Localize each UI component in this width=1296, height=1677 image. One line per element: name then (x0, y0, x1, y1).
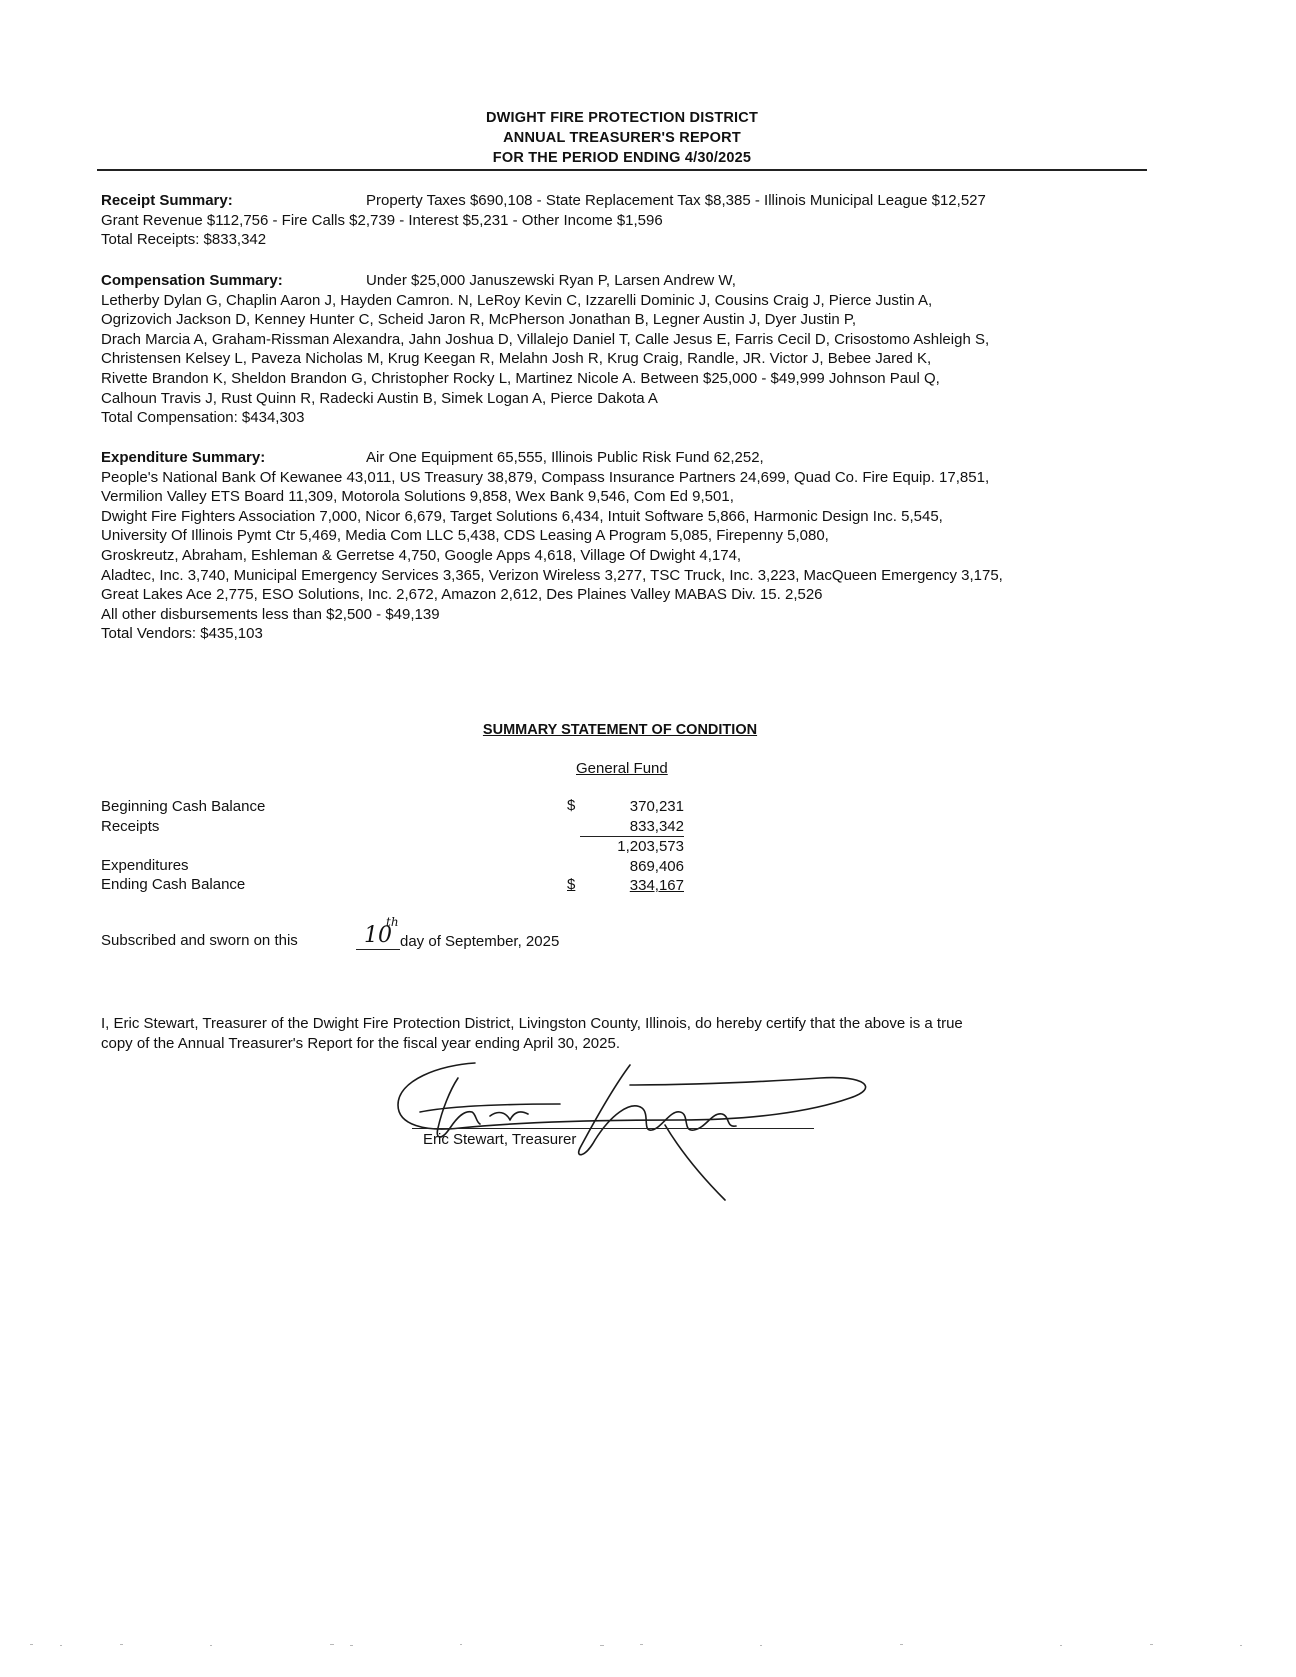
expenditure-line: People's National Bank Of Kewanee 43,011, US Treasury 38,879, Compass Insurance Partners 24,699, Quad Co. Fire Equip. 17,851, (101, 468, 990, 486)
receipt-line: Grant Revenue $112,756 - Fire Calls $2,739 - Interest $5,231 - Other Income $1,596 (101, 211, 663, 229)
treasurer-signature (380, 1040, 890, 1210)
report-header (97, 108, 1147, 168)
expenditure-line: Air One Equipment 65,555, Illinois Public Risk Fund 62,252, (366, 449, 764, 466)
compensation-summary-lead (101, 271, 1201, 291)
compensation-line: Drach Marcia A, Graham-Rissman Alexandra, Jahn Joshua D, Villalejo Daniel T, Calle Jesus E, Farris Cecil D, Crisostomo Ashleigh S, (101, 330, 990, 348)
expenditure-summary (101, 448, 1201, 644)
beginning-balance-label: Beginning Cash Balance (101, 798, 266, 815)
compensation-line: Calhoun Travis J, Rust Quinn R, Radecki Austin B, Simek Logan A, Pierce Dakota A (101, 389, 658, 407)
subtotal-value: 1,203,573 (580, 836, 684, 857)
fund-column-header: General Fund (576, 760, 668, 777)
certification-line: I, Eric Stewart, Treasurer of the Dwight Fire Protection District, Livingston County, Illinois, do hereby certify that the above is a true (101, 1015, 963, 1032)
statement-title: SUMMARY STATEMENT OF CONDITION (482, 722, 758, 738)
statement-labels (101, 797, 265, 895)
sworn-day-blank (356, 915, 400, 950)
certification-line: copy of the Annual Treasurer's Report for the fiscal year ending April 30, 2025. (101, 1034, 621, 1052)
compensation-line: Letherby Dylan G, Chaplin Aaron J, Hayden Camron. N, LeRoy Kevin C, Izzarelli Dominic J, Cousins Craig J, Pierce Justin A, (101, 291, 933, 309)
receipt-summary-label: Receipt Summary: (101, 192, 233, 209)
currency-symbol: $ (567, 797, 576, 814)
sworn-statement-prefix: Subscribed and sworn on this (101, 932, 298, 949)
district-name: DWIGHT FIRE PROTECTION DISTRICT (485, 110, 759, 126)
expenditure-line: University Of Illinois Pymt Ctr 5,469, Media Com LLC 5,438, CDS Leasing A Program 5,085, Firepenny 5,080, (101, 527, 829, 545)
sworn-date (356, 915, 560, 950)
receipts-label: Receipts (101, 817, 160, 835)
signature-name-label: Eric Stewart, Treasurer (423, 1131, 577, 1148)
sworn-day-handwritten: 10 (364, 923, 392, 948)
signature-flourish (420, 1104, 560, 1112)
statement-values (580, 797, 684, 896)
report-title: ANNUAL TREASURER'S REPORT (503, 130, 741, 146)
ending-balance-value: 334,167 (629, 877, 684, 895)
sworn-date-text: day of September, 2025 (400, 933, 560, 950)
receipt-summary (101, 191, 1201, 250)
expenditure-total: Total Vendors: $435,103 (101, 625, 263, 643)
currency-symbol: $ (567, 876, 576, 893)
compensation-summary (101, 271, 1201, 428)
compensation-line: Under $25,000 Januszewski Ryan P, Larsen Andrew W, (366, 272, 736, 289)
signature-stroke (490, 1112, 528, 1120)
ending-balance-label: Ending Cash Balance (101, 876, 246, 894)
compensation-total: Total Compensation: $434,303 (101, 409, 305, 427)
receipt-summary-lead (101, 191, 1201, 211)
expenditure-line: Vermilion Valley ETS Board 11,309, Motorola Solutions 9,858, Wex Bank 9,546, Com Ed 9,501, (101, 488, 734, 506)
scan-artifacts (0, 1640, 1296, 1652)
signature-loop (398, 1063, 866, 1129)
header-divider (97, 169, 1147, 171)
expenditures-value: 869,406 (629, 857, 684, 875)
compensation-line: Christensen Kelsey L, Paveza Nicholas M, Krug Keegan R, Melahn Josh R, Krug Craig, Randle, JR. Victor J, Bebee Jared K, (101, 350, 932, 368)
signature-line (412, 1128, 814, 1129)
other-disbursements: All other disbursements less than $2,500 - $49,139 (101, 605, 440, 623)
expenditure-summary-label: Expenditure Summary: (101, 449, 266, 466)
receipts-value: 833,342 (629, 817, 684, 835)
receipt-total: Total Receipts: $833,342 (101, 231, 267, 249)
report-period: FOR THE PERIOD ENDING 4/30/2025 (492, 150, 752, 166)
expenditure-summary-lead (101, 448, 1201, 468)
signature-tail (665, 1125, 725, 1200)
receipt-line: Property Taxes $690,108 - State Replacement Tax $8,385 - Illinois Municipal League $12,527 (366, 192, 986, 209)
compensation-summary-label: Compensation Summary: (101, 272, 283, 289)
compensation-line: Rivette Brandon K, Sheldon Brandon G, Christopher Rocky L, Martinez Nicole A. Between $25,000 - $49,999 Johnson Paul Q, (101, 369, 940, 387)
beginning-balance-value: 370,231 (629, 798, 684, 815)
sworn-day-suffix: th (386, 915, 399, 929)
signature-surname (579, 1065, 736, 1155)
subtotal-spacer (101, 836, 265, 856)
expenditure-line: Dwight Fire Fighters Association 7,000, Nicor 6,679, Target Solutions 6,434, Intuit Software 5,866, Harmonic Design Inc. 5,545, (101, 507, 943, 525)
compensation-line: Ogrizovich Jackson D, Kenney Hunter C, Scheid Jaron R, McPherson Jonathan B, Legner Austin J, Dyer Justin P, (101, 311, 857, 329)
expenditure-line: Groskreutz, Abraham, Eshleman & Gerretse 4,750, Google Apps 4,618, Village Of Dwight 4,174, (101, 546, 742, 564)
expenditures-label: Expenditures (101, 856, 189, 874)
expenditure-line: Great Lakes Ace 2,775, ESO Solutions, Inc. 2,672, Amazon 2,612, Des Plaines Valley MABAS Div. 15. 2,526 (101, 586, 823, 604)
expenditure-line: Aladtec, Inc. 3,740, Municipal Emergency Services 3,365, Verizon Wireless 3,277, TSC Truck, Inc. 3,223, MacQueen Emergency 3,175, (101, 566, 1003, 584)
